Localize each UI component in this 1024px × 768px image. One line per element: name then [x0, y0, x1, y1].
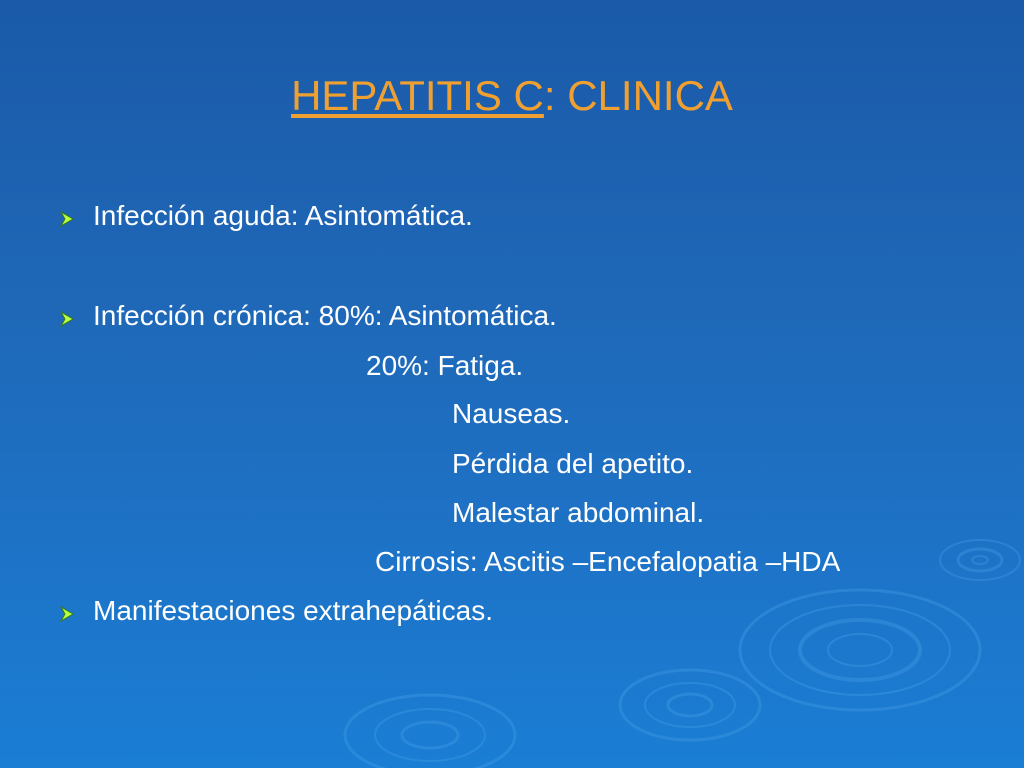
subline-fatiga: 20%: Fatiga.: [366, 350, 524, 381]
title-underlined: HEPATITIS C: [291, 72, 544, 119]
arrow-bullet-icon: [58, 310, 76, 328]
bullet-item-3: Manifestaciones extrahepáticas.: [93, 595, 493, 626]
bullet-item-2: Infección crónica: 80%: Asintomática.: [93, 300, 557, 331]
subline-perdida-apetito: Pérdida del apetito.: [452, 448, 694, 479]
arrow-bullet-icon: [58, 605, 76, 623]
slide-title: [0, 72, 1024, 120]
subline-cirrosis: Cirrosis: Ascitis –Encefalopatia –HDA: [375, 546, 841, 577]
bullet-item-1: Infección aguda: Asintomática.: [93, 200, 473, 231]
arrow-bullet-icon: [58, 210, 76, 228]
subline-malestar: Malestar abdominal.: [452, 497, 705, 528]
subline-nauseas: Nauseas.: [452, 398, 571, 429]
title-rest: : CLINICA: [543, 72, 733, 119]
